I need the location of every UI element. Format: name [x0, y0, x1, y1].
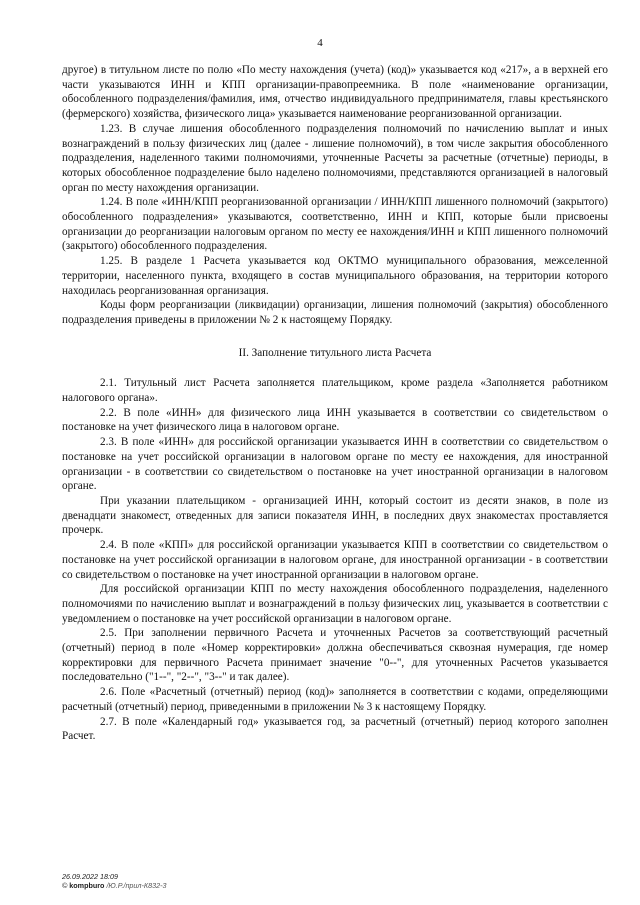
footer-timestamp: 26.09.2022 18:09 — [62, 872, 118, 881]
paragraph: 1.24. В поле «ИНН/КПП реорганизованной организации / ИНН/КПП лишенного полномочий (закрытого) обособленного подразделения» указываются, соответственно, ИНН и КПП, которые были присвоены организации до реорганизации налоговым органом по месту ее нахождения/ИНН и КПП лишенного полномочий (закрытого) обособленного подразделения. — [62, 196, 608, 253]
paragraphs-bottom — [62, 376, 608, 744]
paragraph: Коды форм реорганизации (ликвидации) организации, лишения полномочий (закрытия) обособленного подразделения приведены в приложении № 2 к настоящему Порядку. — [62, 299, 608, 326]
paragraph: другое) в титульном листе по полю «По месту нахождения (учета) (код)» указывается код «217», а в верхней его части указываются ИНН и КПП организации-правопреемника. В поле «наименование организации, обособленного подразделения/фамилия, имя, отчество индивидуального предпринимателя, главы крестьянского (фермерского) хозяйства, физического лица» указывается наименование реорганизованной организации. — [62, 64, 608, 121]
paragraph: 2.3. В поле «ИНН» для российской организации указывается ИНН в соответствии со свидетельством о постановке на учет российской организации в налоговом органе по месту ее нахождения, для иностранной организации - в соответствии со свидетельством о постановке на учет иностранной организации в налоговом органе. — [62, 436, 608, 493]
paragraph: 1.25. В разделе 1 Расчета указывается код ОКТМО муниципального образования, межселенной территории, населенного пункта, входящего в состав муниципального образования, на территории которого находилась реорганизованная организация. — [62, 255, 608, 297]
paragraph: 1.23. В случае лишения обособленного подразделения полномочий по начислению выплат и иных вознаграждений в пользу физических лиц (далее - лишение полномочий), в том числе закрытия обособленного подразделения, наделенного такими полномочиями, уточненные Расчеты за расчетные (отчетные) периоды, в которых обособленное подразделение было наделено полномочиями, представляются организацией в налоговый орган по месту нахождения организации. — [62, 122, 608, 194]
page-footer — [62, 872, 166, 890]
paragraph: При указании плательщиком - организацией ИНН, который состоит из десяти знаков, в поле из двенадцати знакомест, отведенных для записи показателя ИНН, в последних двух знакоместах проставляется прочерк. — [62, 494, 608, 537]
footer-logo: kompburo — [69, 881, 105, 890]
paragraphs-top — [62, 63, 608, 328]
page-number: 4 — [317, 37, 323, 49]
paragraph: 2.1. Титульный лист Расчета заполняется плательщиком, кроме раздела «Заполняется работником налогового органа». — [62, 377, 608, 405]
paragraph: 2.4. В поле «КПП» для российской организации указывается КПП в соответствии со свидетельством о постановке на учет российской организации в налоговом органе, для иностранной организации - в соответствии со свидетельством о постановке на учет иностранной организации в налоговом органе. — [62, 539, 608, 581]
paragraph: 2.2. В поле «ИНН» для физического лица ИНН указывается в соответствии со свидетельством о постановке на учет физического лица в налоговом органе. — [62, 406, 608, 434]
section-title: II. Заполнение титульного листа Расчета — [238, 346, 432, 359]
copyright-icon: © — [62, 881, 68, 890]
paragraph: 2.6. Поле «Расчетный (отчетный) период (код)» заполняется в соответствии с кодами, определяющими расчетный (отчетный) период, приведенными в приложении № 3 к настоящему Порядку. — [62, 686, 608, 713]
footer-signature: /Ю.Р./прил-К832-3 — [106, 881, 167, 890]
paragraph: 2.5. При заполнении первичного Расчета и уточненных Расчетов за соответствующий расчетный (отчетный) период в поле «Номер корректировки» должна обеспечиваться сквозная нумерация, где номер корректировки для первичного Расчета принимает значение "0--", для уточненных Расчетов указывается последовательно ("1--", "2--", "3--" и так далее). — [62, 627, 608, 684]
document-body — [62, 63, 608, 744]
footer-line — [62, 881, 166, 890]
paragraph: Для российской организации КПП по месту нахождения обособленного подразделения, наделенного полномочиями по начислению выплат и вознаграждений в пользу физических лиц, указывается в соответствии с уведомлением о постановке на учет российской организации в налоговом органе. — [62, 583, 608, 625]
paragraph: 2.7. В поле «Календарный год» указывается год, за расчетный (отчетный) период которого заполнен Расчет. — [62, 715, 608, 743]
